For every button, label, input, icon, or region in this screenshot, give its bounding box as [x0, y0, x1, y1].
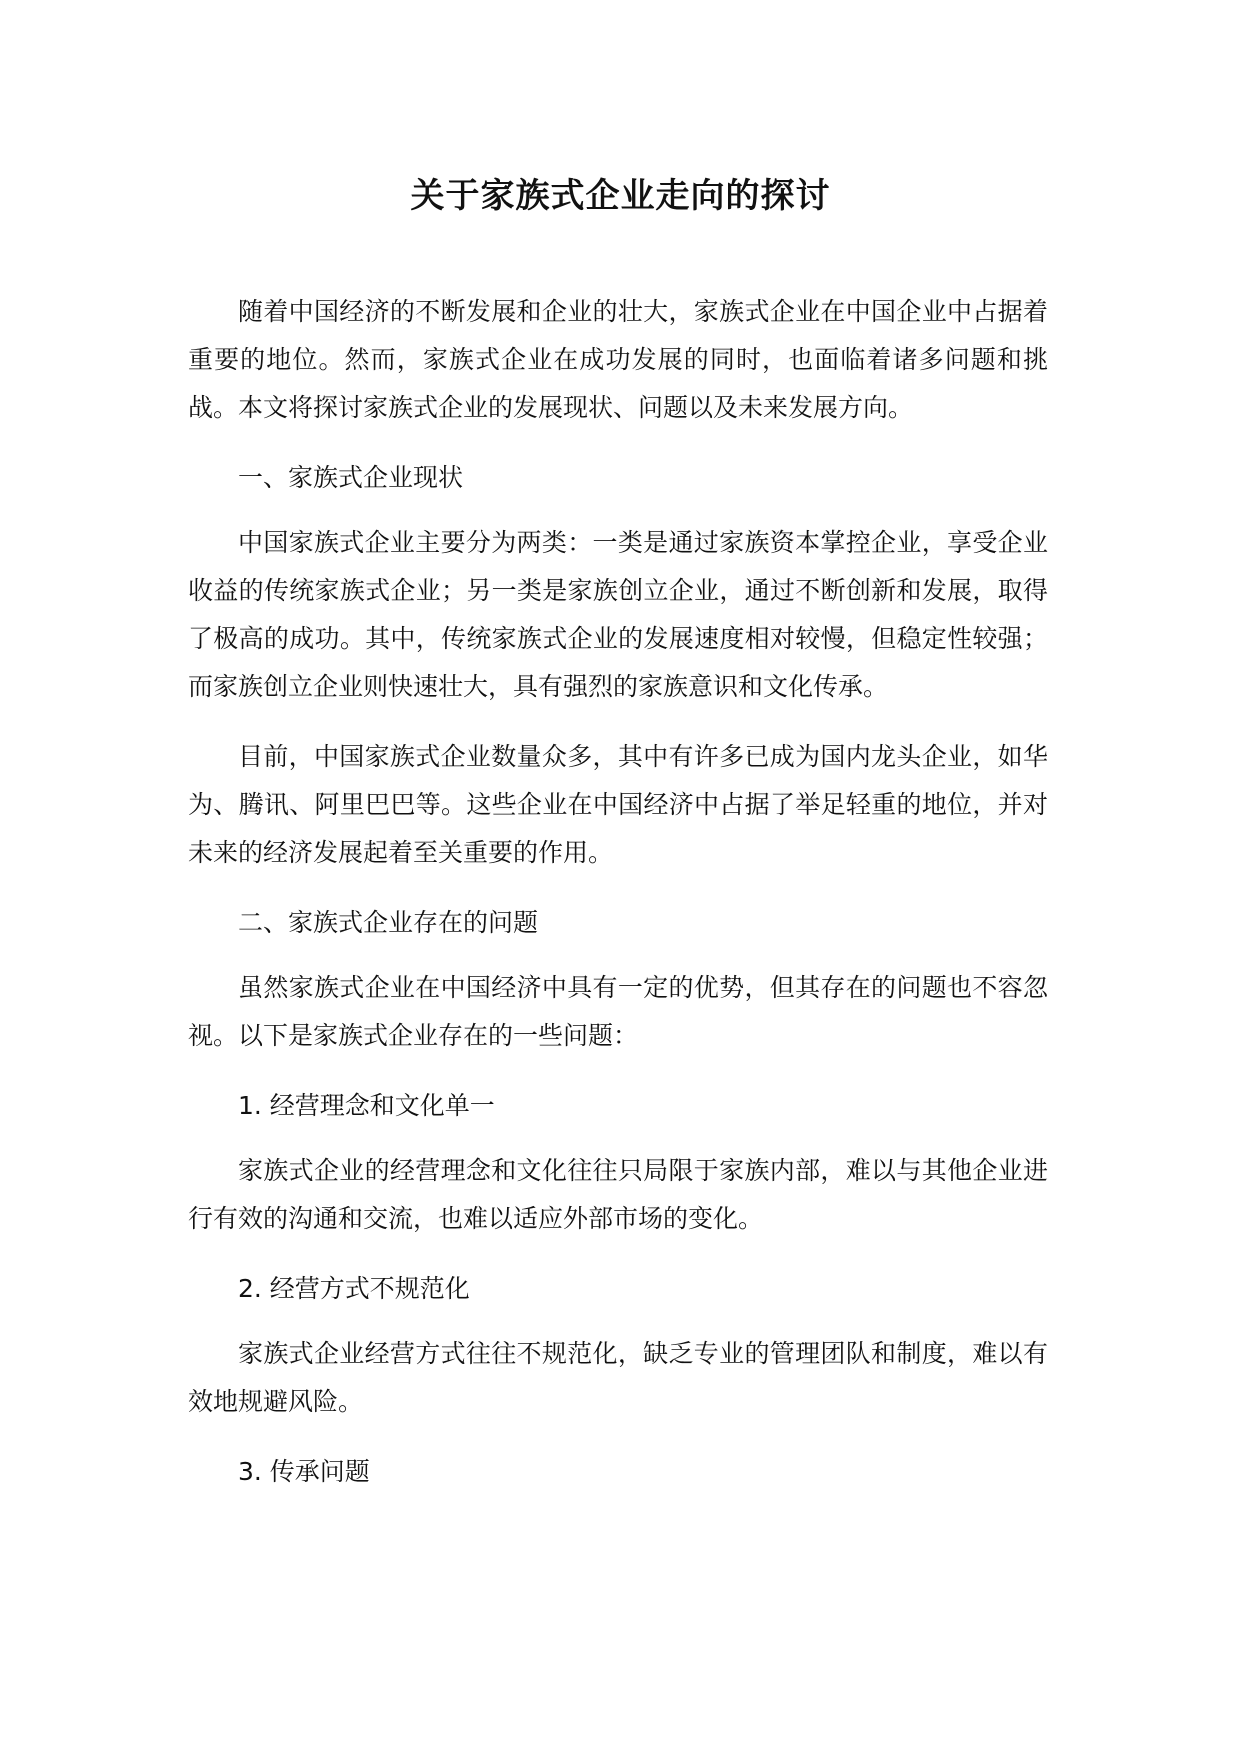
item-1-heading: 1. 经营理念和文化单一	[238, 1091, 495, 1120]
document-body	[188, 288, 1048, 1513]
item-1-text: 家族式企业的经营理念和文化往往只局限于家族内部，难以与其他企业进行有效的沟通和交流，也难以适应外部市场的变化。	[188, 1156, 1048, 1233]
section-1-paragraph-2: 目前，中国家族式企业数量众多，其中有许多已成为国内龙头企业，如华为、腾讯、阿里巴巴等。这些企业在中国经济中占据了举足轻重的地位，并对未来的经济发展起着至关重要的作用。	[188, 742, 1048, 867]
section-2-paragraph-1: 虽然家族式企业在中国经济中具有一定的优势，但其存在的问题也不容忽视。以下是家族式企业存在的一些问题：	[188, 973, 1048, 1050]
item-2-text: 家族式企业经营方式往往不规范化，缺乏专业的管理团队和制度，难以有效地规避风险。	[188, 1339, 1048, 1416]
section-1-heading: 一、家族式企业现状	[238, 463, 464, 492]
intro-paragraph: 随着中国经济的不断发展和企业的壮大，家族式企业在中国企业中占据着重要的地位。然而，家族式企业在成功发展的同时，也面临着诸多问题和挑战。本文将探讨家族式企业的发展现状、问题以及未来发展方向。	[188, 297, 1048, 422]
item-3-heading: 3. 传承问题	[238, 1457, 370, 1486]
section-2-heading: 二、家族式企业存在的问题	[238, 908, 539, 937]
item-2-heading: 2. 经营方式不规范化	[238, 1274, 470, 1303]
document-title: 关于家族式企业走向的探讨	[410, 176, 831, 216]
section-1-paragraph-1: 中国家族式企业主要分为两类：一类是通过家族资本掌控企业，享受企业收益的传统家族式企业；另一类是家族创立企业，通过不断创新和发展，取得了极高的成功。其中，传统家族式企业的发展速度相对较慢，但稳定性较强；而家族创立企业则快速壮大，具有强烈的家族意识和文化传承。	[188, 528, 1048, 701]
